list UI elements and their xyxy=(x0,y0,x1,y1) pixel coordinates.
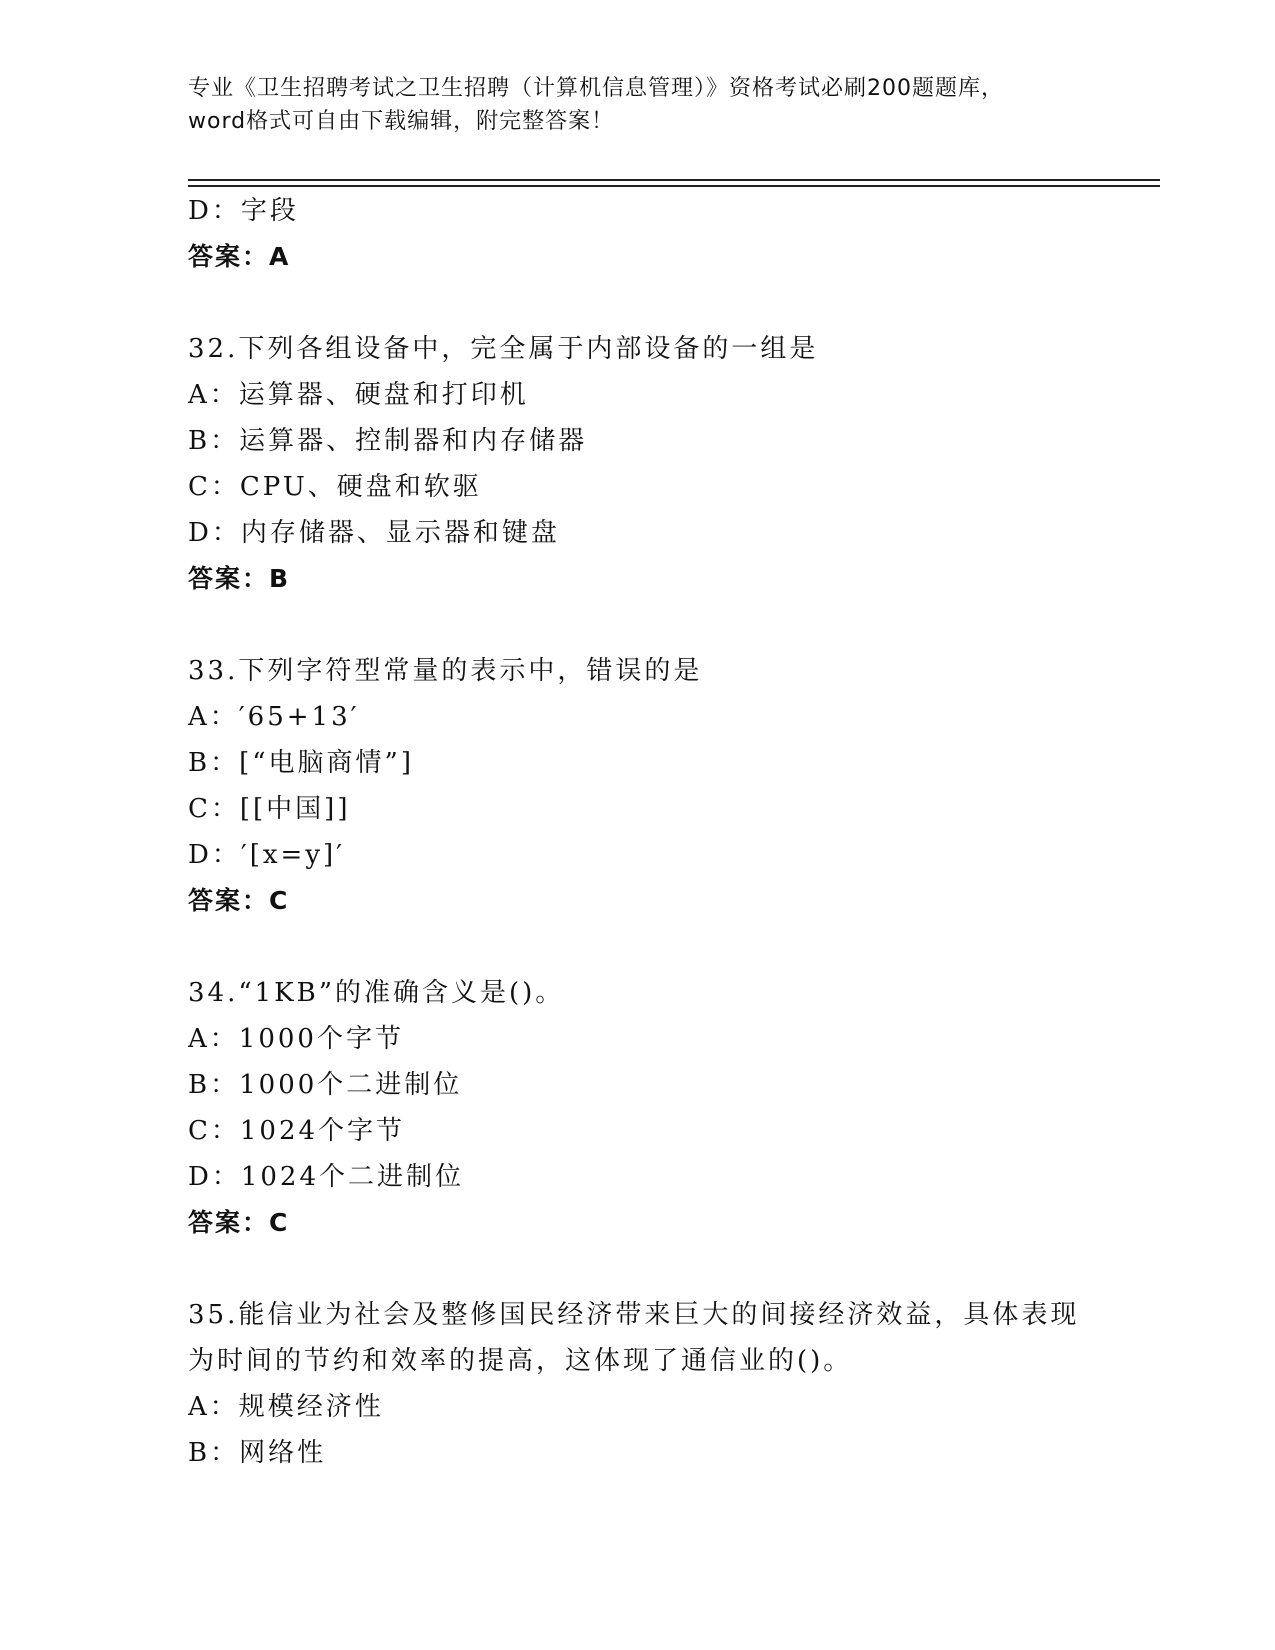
question-stem-line-2: 为时间的节约和效率的提高，这体现了通信业的()。 xyxy=(188,1346,853,1376)
header-title-line-1: 专业《卫生招聘考试之卫生招聘（计算机信息管理）》资格考试必刷200题题库， xyxy=(188,76,1004,101)
option-b: B：[“电脑商情”] xyxy=(188,748,414,778)
option-b: B：1000个二进制位 xyxy=(188,1070,463,1100)
question-stem: 32.下列各组设备中，完全属于内部设备的一组是 xyxy=(188,334,819,364)
answer: 答案：B xyxy=(188,564,291,593)
question-list xyxy=(188,188,1148,1476)
option-d: D：内存储器、显示器和键盘 xyxy=(188,518,560,548)
spacer xyxy=(188,602,1148,648)
spacer xyxy=(188,280,1148,326)
q31-option-d: D：字段 xyxy=(188,196,299,226)
option-d: D：′[x=y]′ xyxy=(188,840,346,870)
option-c: C：[[中国]] xyxy=(188,794,351,824)
question-stem: 34.“1KB”的准确含义是()。 xyxy=(188,978,565,1008)
option-a: A：1000个字节 xyxy=(188,1024,404,1054)
question-33 xyxy=(188,648,1148,924)
question-stem: 33.下列字符型常量的表示中，错误的是 xyxy=(188,656,703,686)
question-35 xyxy=(188,1292,1148,1476)
option-d: D：1024个二进制位 xyxy=(188,1162,465,1192)
option-b: B：网络性 xyxy=(188,1438,327,1468)
header-title-line-2: word格式可自由下载编辑，附完整答案！ xyxy=(188,109,615,134)
option-a: A：规模经济性 xyxy=(188,1392,384,1422)
document-header xyxy=(188,72,1088,138)
option-c: C：CPU、硬盘和软驱 xyxy=(188,472,482,502)
question-32 xyxy=(188,326,1148,602)
header-divider-top xyxy=(188,179,1160,181)
option-a: A：运算器、硬盘和打印机 xyxy=(188,380,529,410)
question-34 xyxy=(188,970,1148,1246)
question-stem-line-1: 35.能信业为社会及整修国民经济带来巨大的间接经济效益，具体表现 xyxy=(188,1300,1080,1330)
spacer xyxy=(188,924,1148,970)
answer: 答案：C xyxy=(188,1208,290,1237)
option-b: B：运算器、控制器和内存储器 xyxy=(188,426,588,456)
option-c: C：1024个字节 xyxy=(188,1116,406,1146)
spacer xyxy=(188,1246,1148,1292)
header-divider-bottom xyxy=(188,185,1160,187)
q31-answer: 答案：A xyxy=(188,242,291,271)
answer: 答案：C xyxy=(188,886,290,915)
option-a: A：′65+13′ xyxy=(188,702,360,732)
